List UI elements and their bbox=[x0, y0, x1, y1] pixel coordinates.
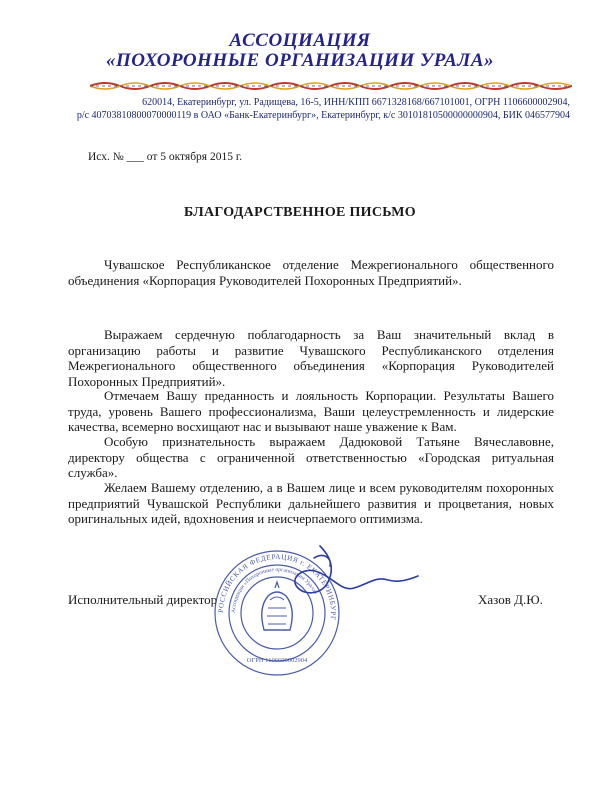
org-name-line2: «ПОХОРОННЫЕ ОРГАНИЗАЦИИ УРАЛА» bbox=[105, 50, 495, 71]
body-paragraph-3: Особую признательность выражаем Дадюковой Татьяне Вячеславовне, директору общества с ограниченной ответственностью «Городская ритуальная служба». bbox=[68, 434, 554, 481]
header-ornament bbox=[90, 78, 572, 94]
body-paragraph-1: Выражаем сердечную поблагодарность за Ваш значительный вклад в организацию работы и развитие Чувашского Республиканского отделения Межрегионального общественного объединения «Корпорация Руководителей Похоронных Предприятий». bbox=[68, 327, 554, 389]
body-paragraph-2: Отмечаем Вашу преданность и лояльность Корпорации. Результаты Вашего труда, уровень Вашего профессионализма, Ваши целеустремленность и лидерские качества, всемерно восхищают нас и вызывают наше уважение к Вам. bbox=[68, 388, 554, 435]
seal-outer-text: РОССИЙСКАЯ ФЕДЕРАЦИЯ г. ЕКАТЕРИНБУРГ bbox=[216, 552, 338, 622]
letter-title: БЛАГОДАРСТВЕННОЕ ПИСЬМО bbox=[184, 205, 416, 220]
requisites-line1: 620014, Екатеринбург, ул. Радищева, 16-5, ИНН/КПП 6671328168/667101001, ОГРН 1106600002904, bbox=[142, 97, 570, 108]
requisites-line2: р/с 40703810800070000119 в ОАО «Банк-Екатеринбург», Екатеринбург, к/с 30101810500000000904, БИК 046577904 bbox=[76, 110, 570, 121]
org-name-line1: АССОЦИАЦИЯ bbox=[229, 30, 371, 51]
handwritten-signature bbox=[258, 536, 428, 606]
body-paragraph-4: Желаем Вашему отделению, а в Вашем лице и всем руководителям похоронных предприятий Чувашской Республики дальнейшего развития и процветания, новых оригинальных идей, вдохновения и неисчерпаемого оптимизма. bbox=[68, 480, 554, 527]
outgoing-reference: Исх. № ___ от 5 октября 2015 г. bbox=[88, 151, 243, 163]
signatory-title: Исполнительный директор bbox=[68, 592, 218, 607]
seal-inner-text: Ассоциация «Похоронные организации Урала» bbox=[230, 566, 319, 614]
seal-ogrn-text: ОГРН 1106600002904 bbox=[246, 657, 308, 664]
signatory-name: Хазов Д.Ю. bbox=[478, 592, 543, 607]
recipient-paragraph: Чувашское Республиканское отделение Межрегионального общественного объединения «Корпорация Руководителей Похоронных Предприятий». bbox=[68, 257, 554, 288]
